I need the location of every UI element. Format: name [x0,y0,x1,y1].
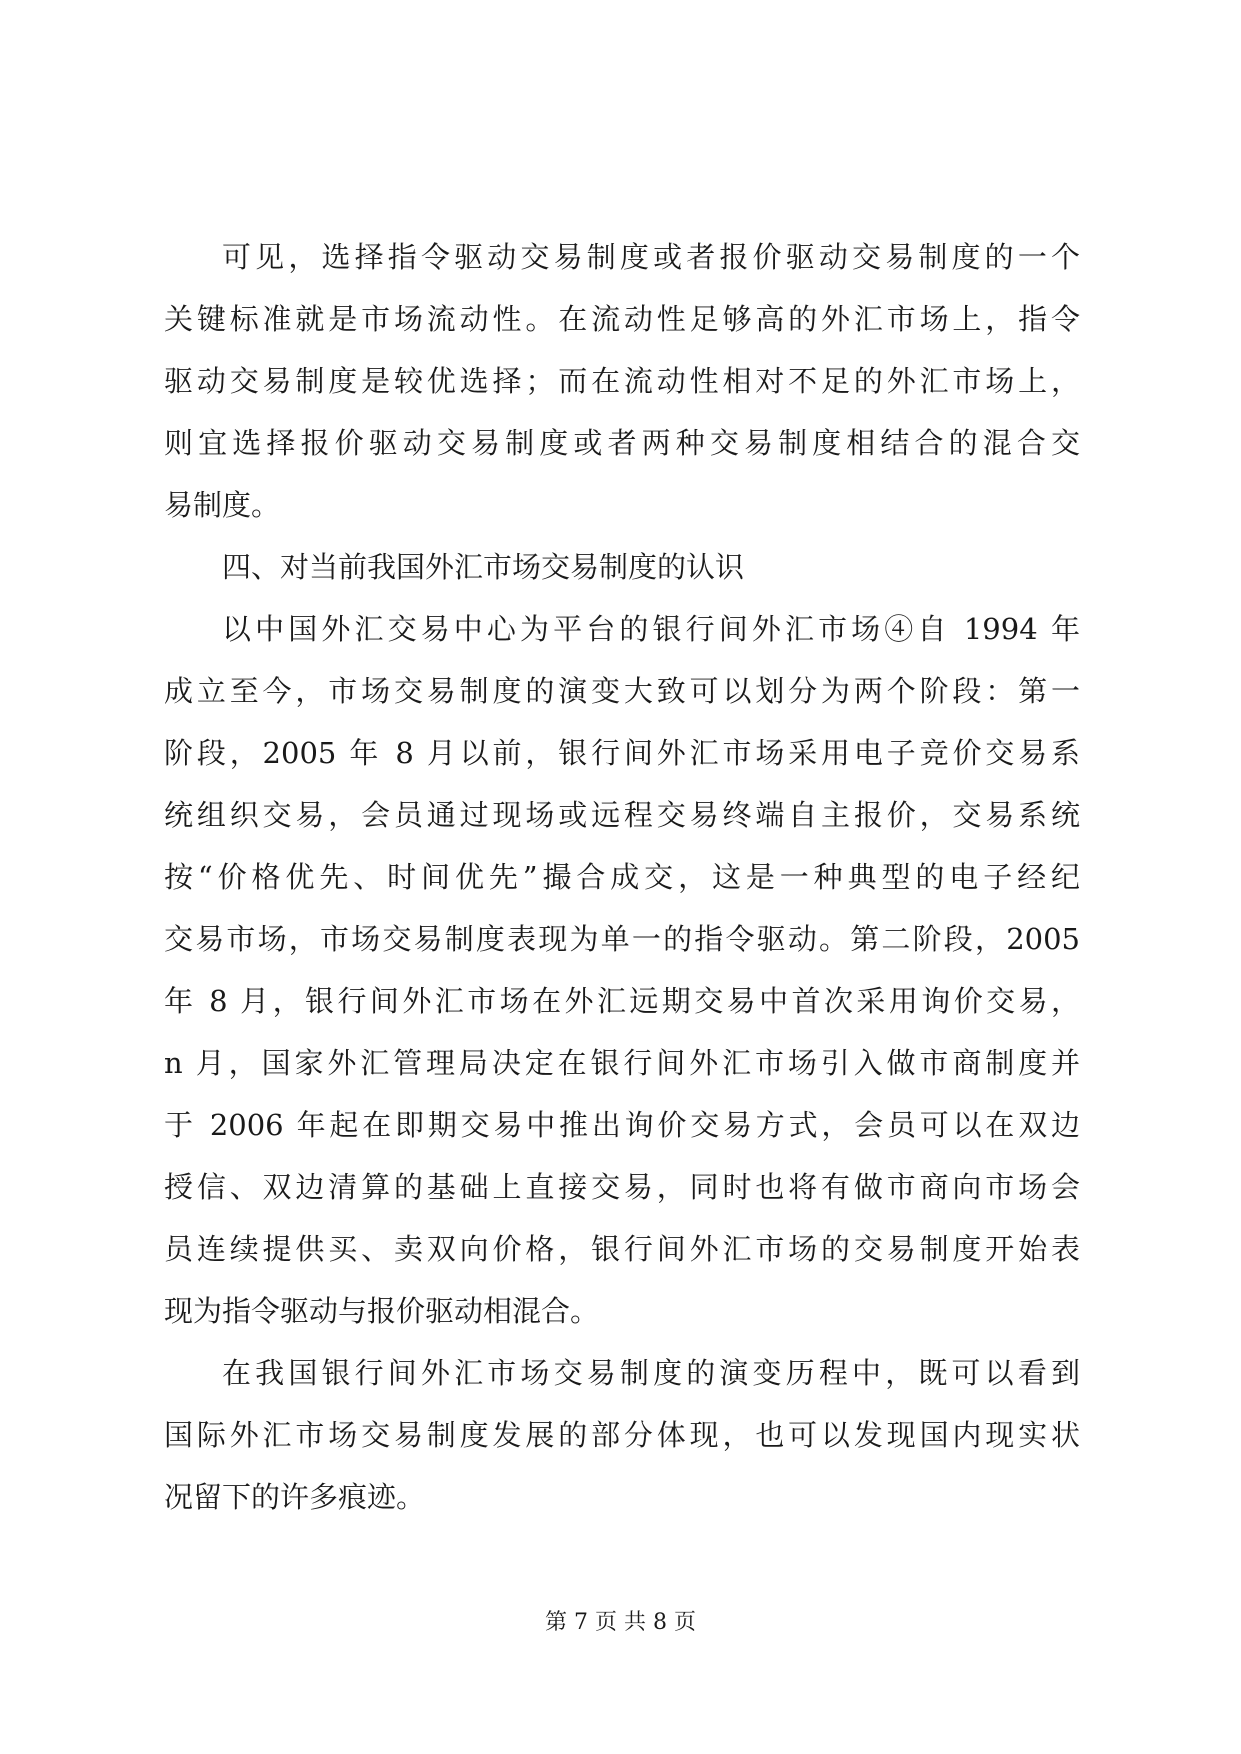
paragraph-line: 况留下的许多痕迹。 [164,1480,426,1514]
paragraph-line: 在我国银行间外汇市场交易制度的演变历程中，既可以看到 [222,1356,1080,1390]
paragraph-line: 阶段，2005 年 8 月以前，银行间外汇市场采用电子竞价交易系 [164,736,1080,770]
paragraph-line: 年 8 月，银行间外汇市场在外汇远期交易中首次采用询价交易， [164,984,1080,1018]
page-footer [0,1608,1241,1638]
paragraph-line: 成立至今，市场交易制度的演变大致可以划分为两个阶段：第一 [164,674,1080,708]
paragraph-line: 国际外汇市场交易制度发展的部分体现，也可以发现国内现实状 [164,1418,1080,1452]
page-number: 第 7 页 共 8 页 [545,1610,696,1635]
paragraph-line: 员连续提供买、卖双向价格，银行间外汇市场的交易制度开始表 [164,1232,1080,1266]
paragraph-line: 按“价格优先、时间优先”撮合成交，这是一种典型的电子经纪 [164,860,1080,894]
paragraph-line: 授信、双边清算的基础上直接交易，同时也将有做市商向市场会 [164,1170,1080,1204]
paragraph-line: 现为指令驱动与报价驱动相混合。 [164,1294,600,1328]
body-text [164,226,1080,1528]
paragraph-line: 关键标准就是市场流动性。在流动性足够高的外汇市场上，指令 [164,302,1080,336]
paragraph-line: 易制度。 [164,488,281,522]
paragraph-line: n 月，国家外汇管理局决定在银行间外汇市场引入做市商制度并 [164,1046,1080,1080]
paragraph-line: 交易市场，市场交易制度表现为单一的指令驱动。第二阶段，2005 [164,922,1080,956]
paragraph-line: 统组织交易，会员通过现场或远程交易终端自主报价，交易系统 [164,798,1080,832]
paragraph-line: 可见，选择指令驱动交易制度或者报价驱动交易制度的一个 [222,240,1080,274]
paragraph-line: 则宜选择报价驱动交易制度或者两种交易制度相结合的混合交 [164,426,1080,460]
paragraph-line: 驱动交易制度是较优选择；而在流动性相对不足的外汇市场上， [164,364,1080,398]
section-heading: 四、对当前我国外汇市场交易制度的认识 [222,550,745,584]
paragraph-line: 于 2006 年起在即期交易中推出询价交易方式，会员可以在双边 [164,1108,1080,1142]
paragraph-line: 以中国外汇交易中心为平台的银行间外汇市场④自 1994 年 [222,612,1080,646]
